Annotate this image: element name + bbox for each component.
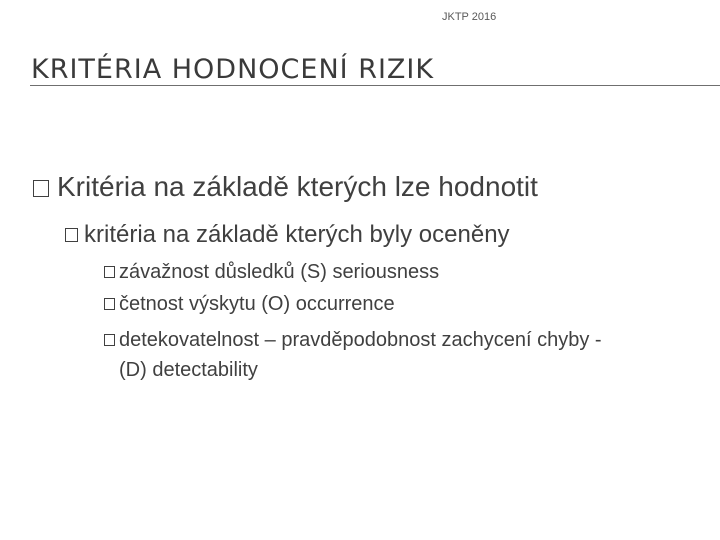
title-underline bbox=[30, 85, 720, 86]
header-tag: JKTP 2016 bbox=[442, 11, 497, 23]
bullet-level2 bbox=[65, 220, 510, 250]
slide-title: KRITÉRIA HODNOCENÍ RIZIK bbox=[31, 54, 435, 85]
checkbox-bullet-icon bbox=[104, 266, 115, 278]
bullet-level1-text: Kritéria na základě kterých lze hodnotit bbox=[57, 171, 538, 202]
bullet-level1 bbox=[33, 170, 538, 204]
bullet-level3-text: závažnost důsledků (S) seriousness bbox=[119, 261, 440, 283]
bullet-level3-item bbox=[104, 292, 395, 316]
bullet-level3-item bbox=[104, 328, 602, 352]
checkbox-bullet-icon bbox=[104, 334, 115, 346]
bullet-level3-text: detekovatelnost – pravděpodobnost zachycení chyby - bbox=[119, 329, 602, 351]
bullet-level3-text: četnost výskytu (O) occurrence bbox=[119, 293, 395, 315]
checkbox-bullet-icon bbox=[65, 228, 78, 242]
bullet-level3-continuation: (D) detectability bbox=[119, 359, 258, 381]
checkbox-bullet-icon bbox=[104, 298, 115, 310]
checkbox-bullet-icon bbox=[33, 180, 49, 197]
bullet-level2-text: kritéria na základě kterých byly oceněny bbox=[84, 221, 510, 248]
bullet-level3-item bbox=[104, 260, 439, 284]
